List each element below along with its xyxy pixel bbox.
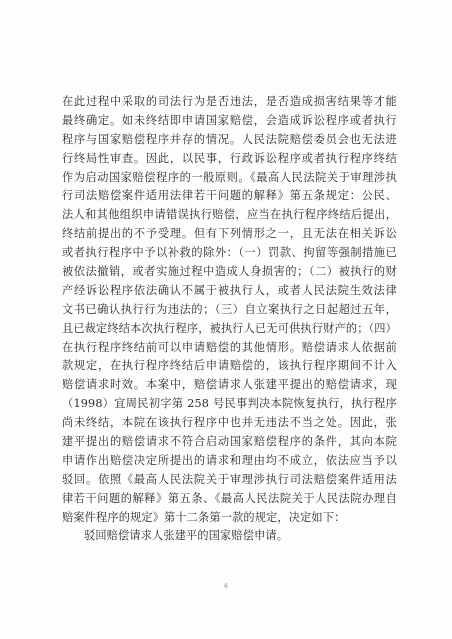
text-line: 行司法赔偿案件适用法律若干问题的解释》第五条规定：公民、 bbox=[62, 189, 397, 203]
text-line: 作为启动国家赔偿程序的一般原则。《最高人民法院关于审理涉执 bbox=[62, 170, 397, 184]
text-line: （1998）宜周民初字第 258 号民事判决本院恢复执行，执行程序 bbox=[62, 397, 397, 411]
text-line: 律若干问题的解释》第五条、《最高人民法院关于人民法院办理自 bbox=[62, 491, 397, 505]
text-line: 最终确定。如未终结即申请国家赔偿，会造成诉讼程序或者执行 bbox=[62, 113, 397, 127]
document-body bbox=[62, 93, 397, 546]
text-line: 赔偿请求时效。本案中，赔偿请求人张建平提出的赔偿请求，现 bbox=[62, 378, 397, 392]
text-line: 建平提出的赔偿请求不符合启动国家赔偿程序的条件，其向本院 bbox=[62, 435, 397, 449]
text-line: 行终局性审查。因此，以民事，行政诉讼程序或者执行程序终结 bbox=[62, 151, 397, 165]
decision-line: 驳回赔偿请求人张建平的国家赔偿申请。 bbox=[84, 529, 289, 543]
text-line: 在此过程中采取的司法行为是否违法，是否造成损害结果等才能 bbox=[62, 95, 397, 108]
text-line: 申请作出赔偿决定所提出的请求和理由均不成立，依法应当予以 bbox=[62, 453, 397, 467]
text-line: 且已裁定终结本次执行程序，被执行人已无可供执行财产的；（四） bbox=[62, 321, 397, 335]
page-number: 6 bbox=[224, 583, 228, 590]
text-line: 赔案件程序的规定》第十二条第一款的规定，决定如下： bbox=[62, 510, 346, 524]
text-line: 法人和其他组织申请错误执行赔偿，应当在执行程序终结后提出， bbox=[62, 208, 397, 222]
text-line: 或者执行程序中予以补救的除外：（一）罚款、拘留等强制措施已 bbox=[62, 246, 397, 260]
text-line: 文书已确认执行行为违法的；（三）自立案执行之日起超过五年， bbox=[62, 302, 397, 316]
text-line: 在执行程序终结前可以申请赔偿的其他情形。赔偿请求人依据前 bbox=[62, 340, 397, 354]
text-line: 程序与国家赔偿程序并存的情况。人民法院赔偿委员会也无法进 bbox=[62, 132, 397, 146]
text-line: 驳回。依照《最高人民法院关于审理涉执行司法赔偿案件适用法 bbox=[62, 472, 397, 486]
text-line: 款规定，在执行程序终结后申请赔偿的，该执行程序期间不计入 bbox=[62, 359, 397, 373]
text-line: 被依法撤销，或者实施过程中造成人身损害的；（二）被执行的财 bbox=[62, 265, 397, 279]
text-line: 产经诉讼程序依法确认不属于被执行人，或者人民法院生效法律 bbox=[62, 283, 397, 297]
text-line: 终结前提出的不予受理。但有下列情形之一，且无法在相关诉讼 bbox=[62, 227, 397, 241]
text-line: 尚未终结，本院在该执行程序中也并无违法不当之处。因此，张 bbox=[62, 416, 397, 430]
